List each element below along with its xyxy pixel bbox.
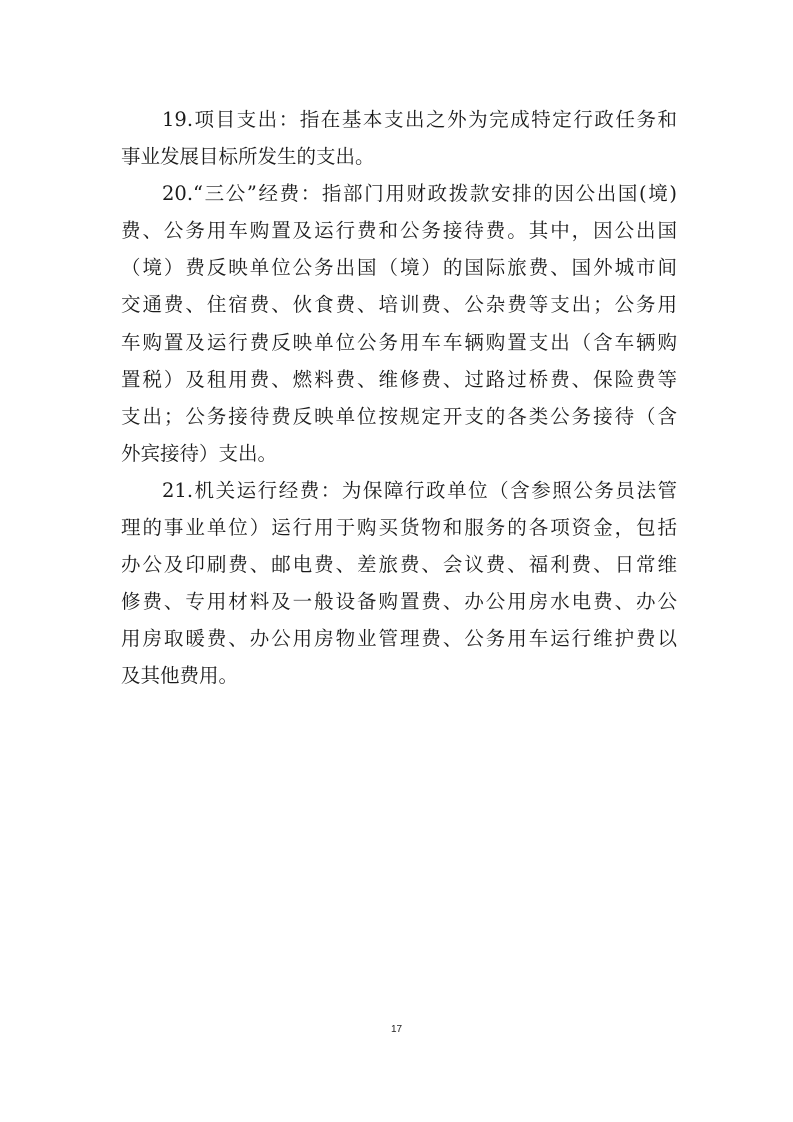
text-line: 20.“三公”经费：指部门用财政拨款安排的因公出国(境) [162, 182, 677, 206]
body-text [121, 101, 677, 695]
text-line: 支出；公务接待费反映单位按规定开支的各类公务接待（含 [121, 404, 677, 428]
text-line: 及其他费用。 [121, 664, 239, 688]
text-line: （境）费反映单位公务出国（境）的国际旅费、国外城市间 [121, 256, 677, 280]
text-line: 理的事业单位）运行用于购买货物和服务的各项资金，包括 [121, 516, 677, 540]
page-number: 17 [390, 1024, 403, 1035]
paragraph-20-three-public-expenses [121, 175, 677, 472]
text-line: 办公及印刷费、邮电费、差旅费、会议费、福利费、日常维 [121, 553, 677, 577]
text-line: 修费、专用材料及一般设备购置费、办公用房水电费、办公 [121, 590, 677, 614]
text-line: 21.机关运行经费：为保障行政单位（含参照公务员法管 [162, 478, 677, 502]
text-line: 交通费、住宿费、伙食费、培训费、公杂费等支出；公务用 [121, 293, 677, 317]
paragraph-19-project-expenditure [121, 101, 677, 175]
text-line: 19.项目支出：指在基本支出之外为完成特定行政任务和 [162, 108, 677, 131]
text-line: 费、公务用车购置及运行费和公务接待费。其中，因公出国 [121, 219, 677, 243]
text-line: 置税）及租用费、燃料费、维修费、过路过桥费、保险费等 [121, 367, 677, 391]
text-line: 外宾接待）支出。 [121, 441, 278, 465]
text-line: 车购置及运行费反映单位公务用车车辆购置支出（含车辆购 [121, 330, 677, 354]
paragraph-21-agency-operating-expenses [121, 472, 677, 695]
text-line: 用房取暖费、办公用房物业管理费、公务用车运行维护费以 [121, 627, 677, 651]
text-line: 事业发展目标所发生的支出。 [121, 145, 375, 169]
